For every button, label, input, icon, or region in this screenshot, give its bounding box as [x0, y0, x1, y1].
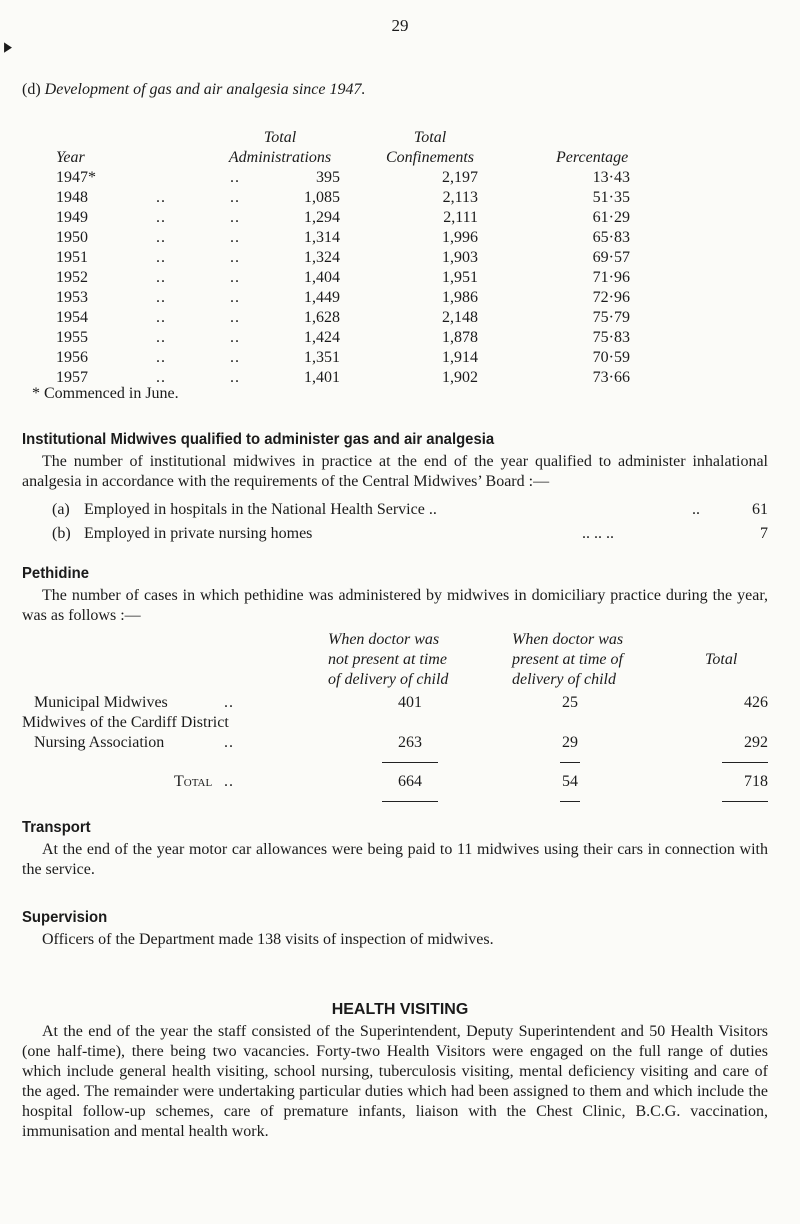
gas-row-percentage: 73·66 — [592, 369, 630, 386]
pethidine-text: The number of cases in which pethidine was administered by midwives in domiciliary practice during the year, was as follows :— — [22, 587, 768, 624]
health-visiting-heading: HEALTH VISITING — [331, 1001, 469, 1018]
supervision-text: Officers of the Department made 138 visits of inspection of midwives. — [42, 931, 494, 948]
gas-row-year: 1948 — [56, 189, 88, 206]
gas-row-confinements: 1,914 — [442, 349, 478, 366]
institutional-item-text: Employed in hospitals in the National Health Service .. — [84, 501, 437, 518]
gas-row-administrations: 1,401 — [304, 369, 340, 386]
gas-row-year: 1953 — [56, 289, 88, 306]
header-administrations: Administrations — [228, 149, 332, 166]
institutional-item-label: (b) — [52, 525, 71, 542]
gas-row-year: 1949 — [56, 209, 88, 226]
gas-row-percentage: 61·29 — [592, 209, 630, 226]
gas-row-year: 1956 — [56, 349, 88, 366]
gas-row-confinements: 1,902 — [442, 369, 478, 386]
gas-row-dots: .. — [230, 169, 240, 186]
rule-total-top — [722, 762, 768, 763]
gas-row-administrations: 1,314 — [304, 229, 340, 246]
gas-row-percentage: 51·35 — [592, 189, 630, 206]
pethidine-col2-line1: When doctor was — [512, 631, 624, 648]
pethidine-total-label: Total — [174, 773, 213, 790]
gas-row-year: 1952 — [56, 269, 88, 286]
gas-row-confinements: 2,197 — [442, 169, 478, 186]
header-year: Year — [56, 149, 85, 166]
gas-row-year: 1957 — [56, 369, 88, 386]
header-total-conf: Total — [413, 129, 447, 146]
gas-row-dots: .. — [230, 229, 240, 246]
gas-row-dots: .. — [230, 329, 240, 346]
gas-row-administrations: 1,085 — [304, 189, 340, 206]
gas-row-administrations: 1,294 — [304, 209, 340, 226]
rule-absent-bottom — [382, 801, 438, 802]
gas-row-year: 1947* — [56, 169, 96, 186]
pethidine-row-present: 25 — [562, 694, 578, 711]
pethidine-row-dots: .. — [224, 734, 234, 751]
gas-row-administrations: 395 — [316, 169, 340, 186]
gas-row-dots: .. — [230, 369, 240, 386]
corner-mark: ▸ — [4, 36, 13, 59]
pethidine-total-present: 54 — [562, 773, 578, 790]
institutional-item-leader: .. — [692, 501, 700, 518]
pethidine-row-absent: 263 — [398, 734, 422, 751]
pethidine-col2-line3: delivery of child — [512, 671, 616, 688]
pethidine-row-total: 426 — [744, 694, 768, 711]
gas-row-administrations: 1,449 — [304, 289, 340, 306]
gas-row-dots: .. — [156, 229, 166, 246]
rule-present-top — [560, 762, 580, 763]
gas-row-percentage: 69·57 — [592, 249, 630, 266]
pethidine-total-total: 718 — [744, 773, 768, 790]
section-d-label: (d) — [22, 81, 41, 98]
pethidine-total-dots: .. — [224, 773, 234, 790]
pethidine-col1-line2: not present at time — [328, 651, 447, 668]
gas-row-dots: .. — [230, 189, 240, 206]
gas-row-dots: .. — [156, 189, 166, 206]
supervision-heading: Supervision — [22, 909, 108, 926]
gas-row-percentage: 75·83 — [592, 329, 630, 346]
gas-row-administrations: 1,404 — [304, 269, 340, 286]
header-total-admin: Total — [263, 129, 297, 146]
gas-row-percentage: 71·96 — [592, 269, 630, 286]
gas-row-confinements: 1,996 — [442, 229, 478, 246]
gas-row-percentage: 13·43 — [592, 169, 630, 186]
header-confinements: Confinements — [386, 149, 474, 166]
health-visiting-text: At the end of the year the staff consisted of the Superintendent, Deputy Superintendent and 50 Health Visitors (one half-time), there being two vacancies. Forty-two Health Visitors were engaged on the full range of duties which include general health visiting, school nursing, tuberculosis visiting, mental deficiency visiting and care of the aged. The remainder were undertaking particular duties which had been assigned to them and which include the hospital follow-up schemes, care of premature infants, liaison with the Chest Clinic, B.C.G. vaccination, immunisation and mental health work. — [22, 1023, 768, 1140]
institutional-text: The number of institutional midwives in practice at the end of the year qualified to administer inhalational analgesia in accordance with the requirements of the Central Midwives’ Board :— — [22, 453, 768, 490]
pethidine-heading: Pethidine — [22, 565, 89, 582]
rule-total-bottom — [722, 801, 768, 802]
gas-row-confinements: 1,878 — [442, 329, 478, 346]
gas-row-confinements: 1,903 — [442, 249, 478, 266]
transport-heading: Transport — [22, 819, 91, 836]
gas-row-percentage: 65·83 — [592, 229, 630, 246]
pethidine-row-dots: .. — [224, 694, 234, 711]
gas-row-dots: .. — [156, 289, 166, 306]
gas-row-dots: .. — [156, 369, 166, 386]
section-d-title — [22, 80, 366, 100]
transport-text: At the end of the year motor car allowances were being paid to 11 midwives using their cars in connection with the service. — [22, 841, 768, 878]
pethidine-col3-header: Total — [705, 651, 738, 668]
institutional-heading: Institutional Midwives qualified to administer gas and air analgesia — [22, 431, 495, 448]
institutional-item-text: Employed in private nursing homes — [84, 525, 313, 542]
pethidine-row-label-cont: Nursing Association — [34, 734, 165, 751]
gas-row-confinements: 1,986 — [442, 289, 478, 306]
pethidine-row-present: 29 — [562, 734, 578, 751]
institutional-item-value: 61 — [752, 501, 768, 518]
gas-row-dots: .. — [156, 349, 166, 366]
gas-row-confinements: 2,113 — [442, 189, 478, 206]
footnote: * Commenced in June. — [32, 385, 179, 402]
institutional-item-leader: .. .. .. — [582, 525, 614, 542]
gas-row-dots: .. — [156, 269, 166, 286]
gas-row-percentage: 75·79 — [592, 309, 630, 326]
institutional-item-value: 7 — [760, 525, 768, 542]
gas-row-year: 1950 — [56, 229, 88, 246]
gas-row-percentage: 70·59 — [592, 349, 630, 366]
rule-absent-top — [382, 762, 438, 763]
gas-row-percentage: 72·96 — [592, 289, 630, 306]
gas-row-dots: .. — [156, 209, 166, 226]
pethidine-total-absent: 664 — [398, 773, 422, 790]
pethidine-col2-line2: present at time of — [512, 651, 623, 668]
gas-row-administrations: 1,424 — [304, 329, 340, 346]
gas-row-year: 1954 — [56, 309, 88, 326]
gas-row-dots: .. — [230, 289, 240, 306]
gas-row-administrations: 1,628 — [304, 309, 340, 326]
gas-row-dots: .. — [230, 269, 240, 286]
pethidine-row-label: Midwives of the Cardiff District — [22, 714, 229, 731]
gas-row-dots: .. — [230, 349, 240, 366]
gas-row-year: 1955 — [56, 329, 88, 346]
gas-row-dots: .. — [230, 209, 240, 226]
rule-present-bottom — [560, 801, 580, 802]
pethidine-row-label: Municipal Midwives — [34, 694, 168, 711]
gas-row-dots: .. — [230, 309, 240, 326]
gas-row-dots: .. — [230, 249, 240, 266]
gas-row-administrations: 1,324 — [304, 249, 340, 266]
gas-row-dots: .. — [156, 309, 166, 326]
pethidine-col1-line3: of delivery of child — [328, 671, 449, 688]
page-number: 29 — [391, 16, 409, 35]
institutional-item-label: (a) — [52, 501, 70, 518]
gas-row-confinements: 1,951 — [442, 269, 478, 286]
header-percentage: Percentage — [556, 149, 629, 166]
gas-row-dots: .. — [156, 249, 166, 266]
section-d-heading: Development of gas and air analgesia since 1947. — [44, 81, 366, 98]
gas-row-confinements: 2,148 — [442, 309, 478, 326]
gas-row-administrations: 1,351 — [304, 349, 340, 366]
pethidine-col1-line1: When doctor was — [328, 631, 440, 648]
gas-row-dots: .. — [156, 329, 166, 346]
pethidine-row-total: 292 — [744, 734, 768, 751]
gas-row-confinements: 2,111 — [443, 209, 478, 226]
pethidine-row-absent: 401 — [398, 694, 422, 711]
gas-row-year: 1951 — [56, 249, 88, 266]
